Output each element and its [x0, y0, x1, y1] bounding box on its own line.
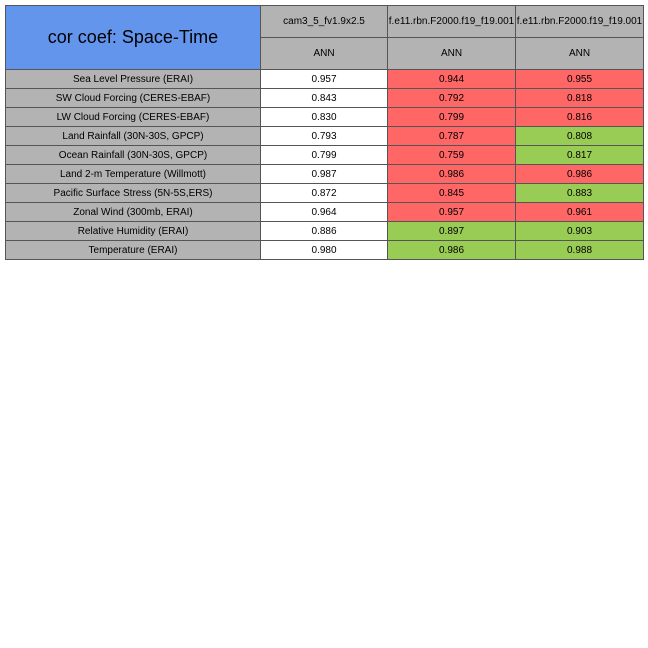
case-header-3: f.e11.rbn.F2000.f19_f19.001: [516, 6, 644, 38]
value-cell: 0.799: [388, 108, 516, 127]
table-title: cor coef: Space-Time: [6, 6, 261, 70]
value-cell: 0.957: [388, 203, 516, 222]
value-cell: 0.944: [388, 70, 516, 89]
value-cell: 0.759: [388, 146, 516, 165]
value-cell: 0.961: [516, 203, 644, 222]
value-cell: 0.818: [516, 89, 644, 108]
table-row: [6, 89, 644, 108]
case-header-row: [6, 6, 644, 38]
season-header-2: ANN: [388, 38, 516, 70]
row-label: Zonal Wind (300mb, ERAI): [6, 203, 261, 222]
table-row: [6, 146, 644, 165]
table-row: [6, 222, 644, 241]
value-cell: 0.986: [388, 241, 516, 260]
value-cell: 0.986: [388, 165, 516, 184]
table-row: [6, 70, 644, 89]
value-cell: 0.830: [261, 108, 388, 127]
row-label: SW Cloud Forcing (CERES-EBAF): [6, 89, 261, 108]
value-cell: 0.816: [516, 108, 644, 127]
value-cell: 0.799: [261, 146, 388, 165]
value-cell: 0.793: [261, 127, 388, 146]
value-cell: 0.897: [388, 222, 516, 241]
row-label: Relative Humidity (ERAI): [6, 222, 261, 241]
case-header-2: f.e11.rbn.F2000.f19_f19.001: [388, 6, 516, 38]
value-cell: 0.988: [516, 241, 644, 260]
value-cell: 0.808: [516, 127, 644, 146]
value-cell: 0.886: [261, 222, 388, 241]
value-cell: 0.980: [261, 241, 388, 260]
row-label: Ocean Rainfall (30N-30S, GPCP): [6, 146, 261, 165]
value-cell: 0.787: [388, 127, 516, 146]
table-row: [6, 184, 644, 203]
table-body: [6, 70, 644, 260]
case-header-1: cam3_5_fv1.9x2.5: [261, 6, 388, 38]
value-cell: 0.817: [516, 146, 644, 165]
row-label: Sea Level Pressure (ERAI): [6, 70, 261, 89]
row-label: Temperature (ERAI): [6, 241, 261, 260]
value-cell: 0.903: [516, 222, 644, 241]
value-cell: 0.883: [516, 184, 644, 203]
table-row: [6, 241, 644, 260]
value-cell: 0.964: [261, 203, 388, 222]
value-cell: 0.986: [516, 165, 644, 184]
table-row: [6, 127, 644, 146]
table-row: [6, 165, 644, 184]
season-header-1: ANN: [261, 38, 388, 70]
season-header-3: ANN: [516, 38, 644, 70]
row-label: Land 2-m Temperature (Willmott): [6, 165, 261, 184]
table-row: [6, 203, 644, 222]
row-label: LW Cloud Forcing (CERES-EBAF): [6, 108, 261, 127]
value-cell: 0.845: [388, 184, 516, 203]
value-cell: 0.987: [261, 165, 388, 184]
value-cell: 0.792: [388, 89, 516, 108]
value-cell: 0.955: [516, 70, 644, 89]
table-row: [6, 108, 644, 127]
row-label: Pacific Surface Stress (5N-5S,ERS): [6, 184, 261, 203]
value-cell: 0.872: [261, 184, 388, 203]
row-label: Land Rainfall (30N-30S, GPCP): [6, 127, 261, 146]
value-cell: 0.843: [261, 89, 388, 108]
correlation-table: [5, 5, 644, 260]
value-cell: 0.957: [261, 70, 388, 89]
